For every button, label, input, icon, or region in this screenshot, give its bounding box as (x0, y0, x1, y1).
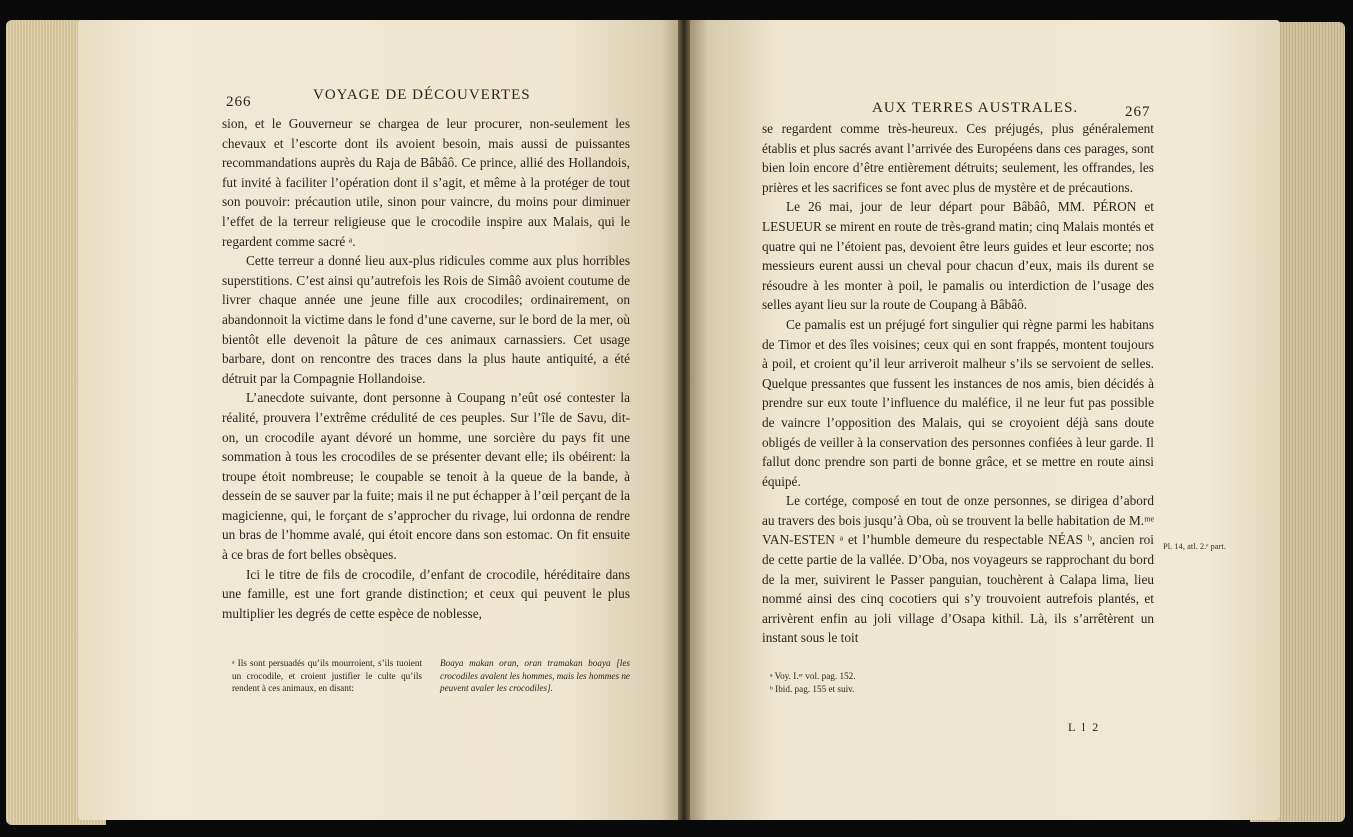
paragraph: Cette terreur a donné lieu aux-plus ridicules comme aux plus horribles superstitions. C’est ainsi qu’autrefois les Rois de Simâô avoient coutume de livrer chaque année une jeune fille aux crocodiles; ordinairement, on abandonnoit la victime dans le fond d’une caverne, sur le bord de la mer, où bientôt elle devenoit la pâture de ces animaux carnassiers. Cet usage barbare, dont on rencontre des traces dans la plus haute antiquité, a été détruit par la Compagnie Hollandoise. (222, 253, 630, 386)
footnote-text: Boaya makan oran, oran tramakan boaya [les crocodiles avalent les hommes, mais les hommes ne peuvent avaler les crocodiles]. (440, 658, 631, 694)
left-running-title: VOYAGE DE DÉCOUVERTES (313, 87, 531, 103)
footnote-text: ᵃ Ils sont persuadés qu’ils mourroient, s’ils tuoient un crocodile, et croient justifier le culte qu’ils rendent à ces animaux, en disant: (232, 658, 422, 694)
paragraph: Le cortége, composé en tout de onze personnes, se dirigea d’abord au travers des bois jusqu’à Oba, où se trouvent la belle habitation de M.ᵐᵉ VAN-ESTEN ᵃ et l’humble demeure du respectable NÉAS ᵇ, ancien roi de cette partie de la vallée. D’Oba, nos voyageurs se rapprochant du bord de la mer, suivirent le Passer panguian, touchèrent à Calapa lima, lieu nommé ainsi des cinq cocotiers qui s’y trouvoient autrefois plantés, et arrivèrent enfin au joli village d’Osapa kithil. Là, ils s’arrêtèrent un instant sous le toit (762, 493, 1154, 646)
left-footnote-col1 (232, 657, 422, 695)
paragraph: Ici le titre de fils de crocodile, d’enfant de crocodile, héréditaire dans une famille, est une fort grande distinction; et ceux qui peuvent le plus multiplier les degrés de cette espèce de noblesse, (222, 566, 630, 621)
footnote-text: ᵃ Voy. I.ᵉʳ vol. pag. 152. (770, 671, 856, 681)
paragraph: Le 26 mai, jour de leur départ pour Bâbâô, MM. PÉRON et LESUEUR se mirent en route de très-grand matin; cinq Malais montés et quatre qui ne l’étoient pas, devoient être leurs guides et leur escorte; nos messieurs eurent aussi un cheval pour chacun d’eux, mais ils durent se résoudre à les monter à poil, le pamalis ou interdiction de l’usage des selles ayant lieu sur la route de Coupang à Bâbâô. (762, 199, 1154, 313)
paragraph: L’anecdote suivante, dont personne à Coupang n’eût osé contester la réalité, prouvera l’extrême crédulité de ces peuples. Sur l’île de Savu, dit-on, un crocodile ayant dévoré un homme, une sorcière du pays fit une sommation à tous les crocodiles de se présenter devant elle; ils obéirent: la troupe étoit nombreuse; le coupable se tenoit à la queue de la bande, à dessein de se sauver par la fuite; mais il ne put échapper à l’œil perçant de la magicienne, qui, le forçant de s’approcher du rivage, lui ordonna de rendre un bras de l’homme avalé, qui étoit encore dans son estomac. On fit ensuite à ce bras de fort belles obsèques. (222, 390, 630, 563)
left-page-number: 266 (226, 94, 252, 110)
right-running-title: AUX TERRES AUSTRALES. (872, 100, 1079, 116)
paragraph: Ce pamalis est un préjugé fort singulier qui règne parmi les habitans de Timor et des îles voisines; ceux qui en sont frappés, montent toujours à poil, et croient qu’il leur arriveroit malheur s’ils se servoient de selles. Quelque pressantes que fussent les instances de nos amis, bien décidés à prendre sur eux toute l’influence du maléfice, il ne leur fut pas possible de vaincre l’opposition des Malais, qui se croyoient déjà sans doute obligés de veiller à la conservation des personnes confiées à leur garde. Il fallut donc prendre son parti de bonne grâce, et se mettre en route ainsi équipé. (762, 316, 1154, 489)
margin-note: Pl. 14, atl. 2.ᵉ part. (1163, 541, 1226, 551)
footnote-text: ᵇ Ibid. pag. 155 et suiv. (770, 683, 855, 694)
paragraph: sion, et le Gouverneur se chargea de leur procurer, non-seulement les chevaux et l’escorte dont ils avoient besoin, mais aussi de puissantes recommandations auprès du Raja de Bâbâô. Ce prince, allié des Hollandois, fut invité à faciliter l’opération dont il s’agit, et même à la protéger de tout son pouvoir: précaution utile, sinon pour vaincre, du moins pour diminuer l’effet de la terreur religieuse que le crocodile inspire aux Malais, qui le regardent comme sacré ᵃ. (222, 116, 630, 249)
right-body-text (762, 119, 1154, 648)
left-body-text (222, 114, 630, 623)
signature-mark: L l 2 (1068, 720, 1101, 734)
left-footnote-col2 (440, 657, 630, 695)
right-footnotes (770, 670, 1070, 695)
paragraph: se regardent comme très-heureux. Ces préjugés, plus généralement établis et plus sacrés avant l’arrivée des Européens dans ces parages, sont bien loin encore d’être entièrement détruits; seulement, les offrandes, les prières et les sacrifices se font avec plus de mystère et de précautions. (762, 121, 1154, 195)
book-gutter (678, 20, 690, 820)
right-page-number: 267 (1125, 104, 1151, 120)
